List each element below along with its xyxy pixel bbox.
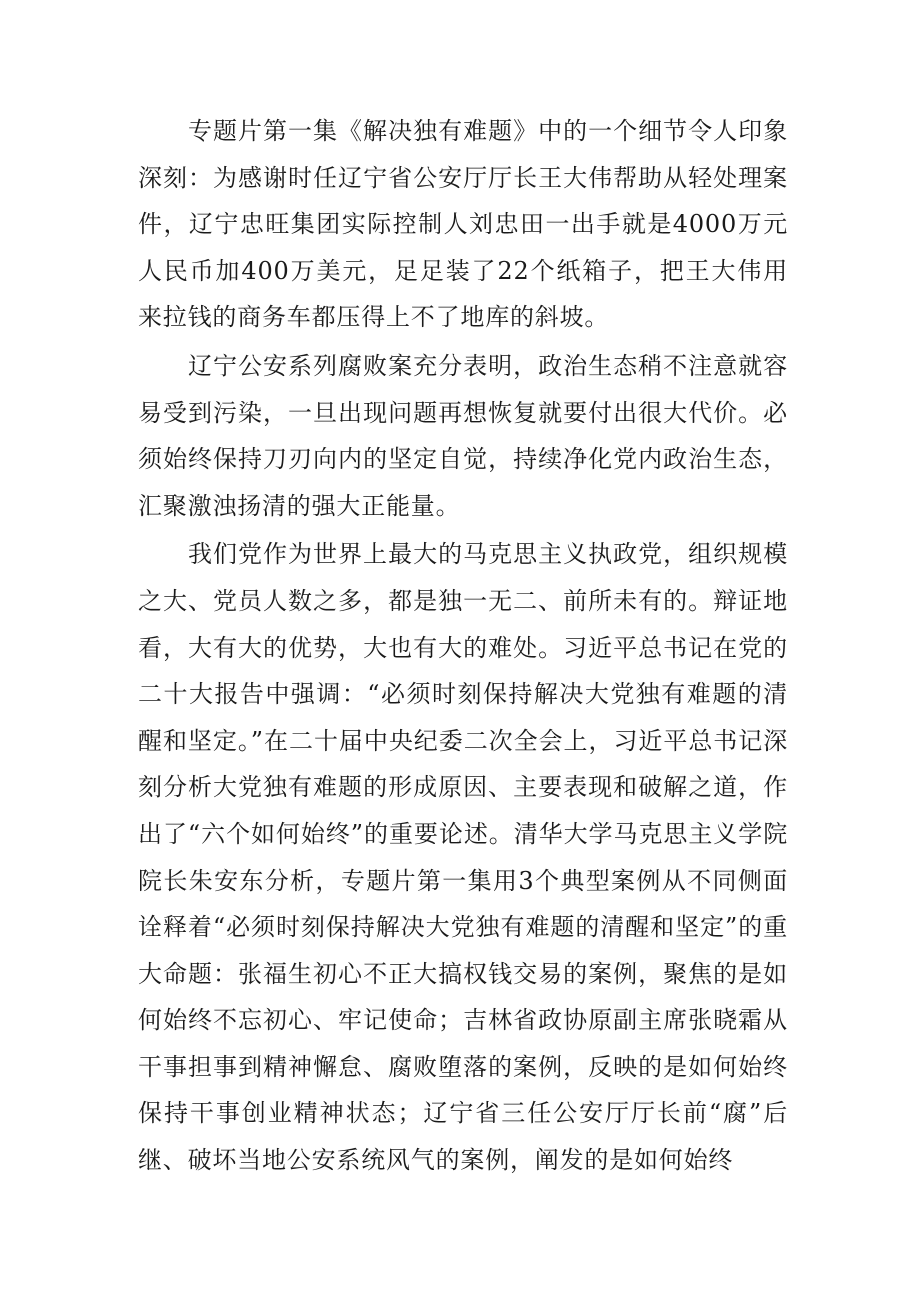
- document-body: [138, 108, 788, 1184]
- paragraph-3: 我们党作为世界上最大的马克思主义执政党，组织规模之大、党员人数之多，都是独一无二、前所未有的。辩证地看，大有大的优势，大也有大的难处。习近平总书记在党的二十大报告中强调：“必须时刻保持解决大党独有难题的清醒和坚定。”在二十届中央纪委二次全会上，习近平总书记深刻分析大党独有难题的形成原因、主要表现和破解之道，作出了“六个如何始终”的重要论述。清华大学马克思主义学院院长朱安东分析，专题片第一集用3个典型案例从不同侧面诠释着“必须时刻保持解决大党独有难题的清醒和坚定”的重大命题：张福生初心不正大搞权钱交易的案例，聚焦的是如何始终不忘初心、牢记使命；吉林省政协原副主席张晓霜从干事担事到精神懈怠、腐败堕落的案例，反映的是如何始终保持干事创业精神状态；辽宁省三任公安厅厅长前“腐”后继、破坏当地公安系统风气的案例，阐发的是如何始终: [138, 540, 788, 1175]
- paragraph-2: 辽宁公安系列腐败案充分表明，政治生态稍不注意就容易受到污染，一旦出现问题再想恢复就要付出很大代价。必须始终保持刀刃向内的坚定自觉，持续净化党内政治生态，汇聚激浊扬清的强大正能量。: [138, 351, 788, 520]
- paragraph-1: 专题片第一集《解决独有难题》中的一个细节令人印象深刻：为感谢时任辽宁省公安厅厅长王大伟帮助从轻处理案件，辽宁忠旺集团实际控制人刘忠田一出手就是4000万元人民币加400万美元，足足装了22个纸箱子，把王大伟用来拉钱的商务车都压得上不了地库的斜坡。: [138, 117, 788, 332]
